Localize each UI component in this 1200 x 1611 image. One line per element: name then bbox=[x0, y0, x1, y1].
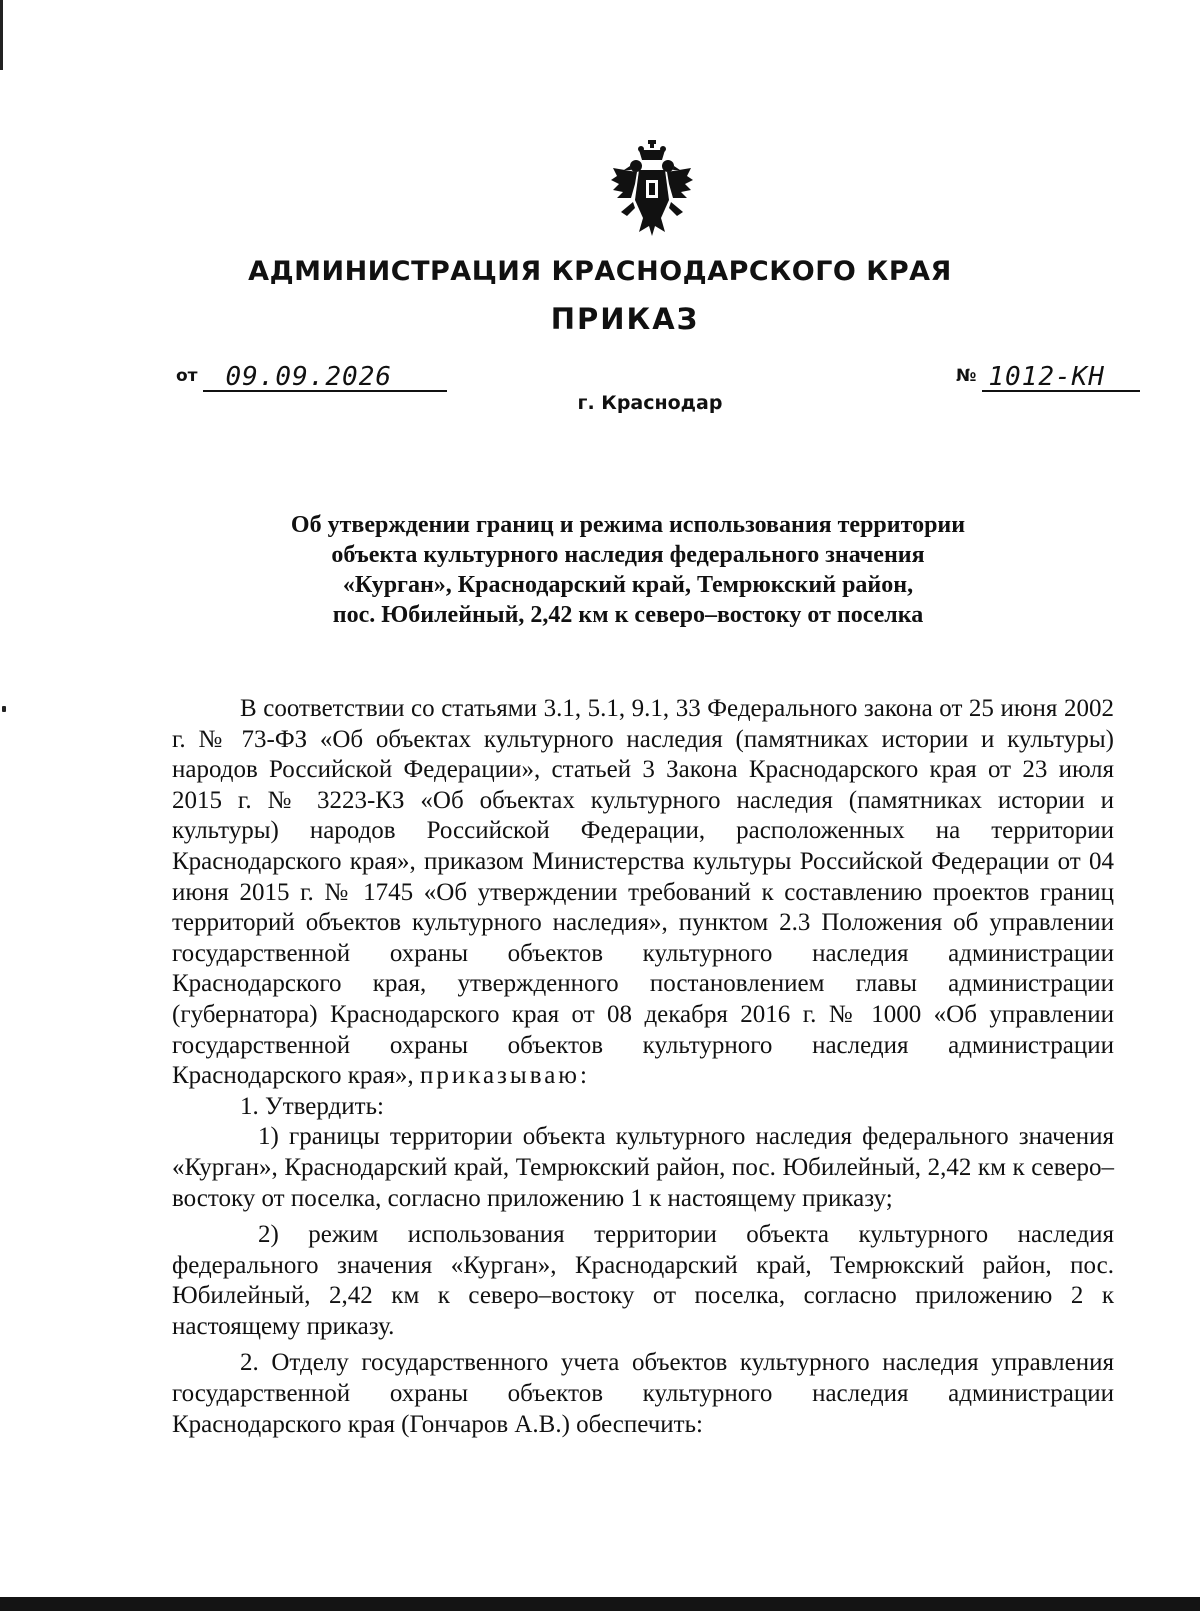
order-word: приказываю: bbox=[419, 1062, 590, 1090]
title-line: объекта культурного наследия федерального значения bbox=[331, 542, 925, 568]
scan-edge-bottom bbox=[0, 1597, 1200, 1611]
document-kind: ПРИКАЗ bbox=[550, 302, 700, 336]
city-label: г. Краснодар bbox=[577, 392, 723, 414]
document-number-field bbox=[956, 364, 1140, 392]
title-line: «Курган», Краснодарский край, Темрюкский район, bbox=[342, 572, 914, 598]
title-line: Об утверждении границ и режима использования территории bbox=[290, 512, 966, 538]
date-prefix: от bbox=[176, 366, 198, 386]
title-line: пос. Юбилейный, 2,42 км к северо–востоку от поселка bbox=[332, 602, 924, 628]
organization-name: АДМИНИСТРАЦИЯ КРАСНОДАРСКОГО КРАЯ bbox=[248, 256, 952, 287]
item-1-paragraph: 1. Утвердить: bbox=[240, 1092, 384, 1120]
number-prefix: № bbox=[956, 366, 977, 386]
document-title bbox=[200, 510, 1056, 630]
preamble-paragraph bbox=[172, 694, 1114, 1092]
document-body bbox=[172, 694, 1114, 1440]
date-value: 09.09.2026 bbox=[203, 364, 447, 392]
scan-artifact-dot bbox=[2, 706, 6, 712]
double-headed-eagle-emblem-icon bbox=[609, 140, 695, 236]
date-field bbox=[176, 364, 447, 392]
item-2-paragraph: 2. Отделу государственного учета объектов культурного наследия управления государственной охраны объектов культурного наследия администрации Краснодарского края (Гончаров А.В.) обеспечить: bbox=[172, 1349, 1114, 1438]
item-1-1-paragraph: 1) границы территории объекта культурного наследия федерального значения «Курган», Краснодарский край, Темрюкский район, пос. Юбилейный, 2,42 км к северо–востоку от поселка, согласно приложению 1 к настоящему приказу; bbox=[172, 1123, 1114, 1212]
number-value: 1012-КН bbox=[982, 364, 1140, 392]
scan-edge-left bbox=[0, 0, 3, 70]
item-1-2-paragraph: 2) режим использования территории объекта культурного наследия федерального значения «Курган», Краснодарский край, Темрюкский район, пос. Юбилейный, 2,42 км к северо–востоку от поселка, согласно приложению 2 к настоящему приказу. bbox=[172, 1221, 1114, 1340]
preamble-text: В соответствии со статьями 3.1, 5.1, 9.1, 33 Федерального закона от 25 июня 2002 г. № 73-ФЗ «Об объектах культурного наследия (памятниках истории и культуры) народов Российской Федерации», статьей 3 Закона Краснодарского края от 23 июля 2015 г. № 3223-КЗ «Об объектах культурного наследия (памятниках истории и культуры) народов Российской Федерации, расположенных на территории Краснодарского края», приказом Министерства культуры Российской Федерации от 04 июня 2015 г. № 1745 «Об утверждении требований к составлению проектов границ территорий объектов культурного наследия», пунктом 2.3 Положения об управлении государственной охраны объектов культурного наследия администрации Краснодарского края, утвержденного постановлением главы администрации (губернатора) Краснодарского края от 08 декабря 2016 г. № 1000 «Об управлении государственной охраны объектов культурного наследия администрации Краснодарского края», bbox=[172, 695, 1114, 1090]
